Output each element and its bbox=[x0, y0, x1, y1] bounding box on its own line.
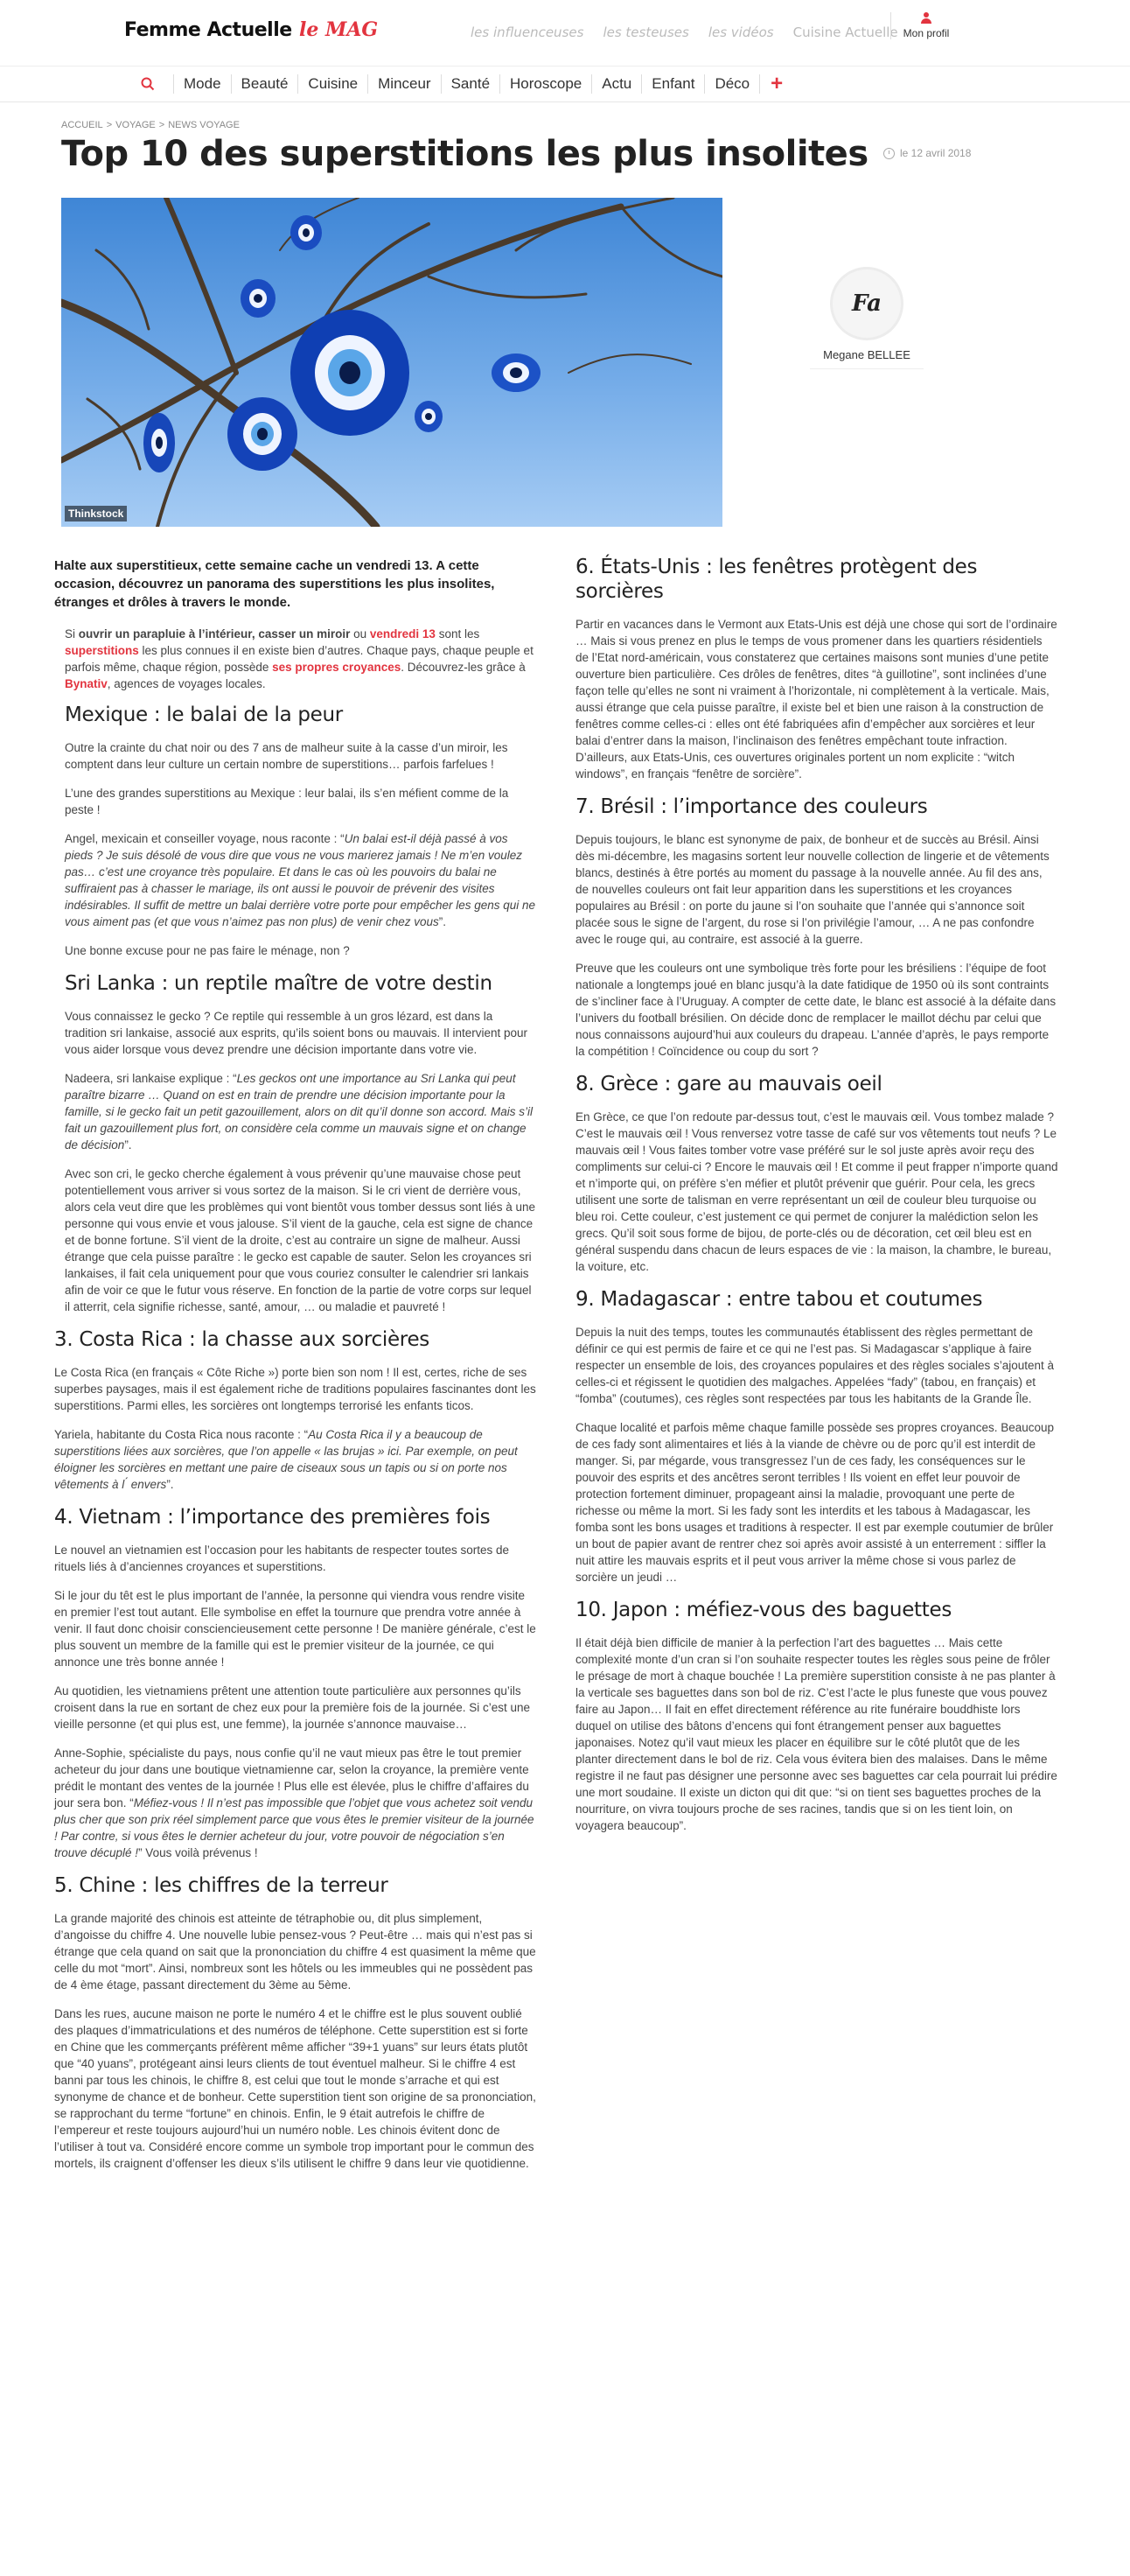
section-paragraph: En Grèce, ce que l’on redoute par-dessus tout, c’est le mauvais œil. Vous tombez malade ? C’est le mauvais œil ! Vous renversez votre tasse de café sur vos vêtements tout neufs ? Le mauvais œil ! Vous faites tomber votre vase préféré sur le sol juste après avoir reçu des compliments sur celui-ci ? Encore le mauvais œil ! Et comme il peut frapper n’importe quand et n’importe qui, on préfère s’en méfier et plutôt prévenir que guérir. Pour cela, les grecs utilisent une sorte de talisman en verre représentant un œil de couleur bleu turquoise ou bleu roi. Cette couleur, c’est justement ce qui permet de conjurer la malédiction selon les grecs. Qu’il soit sous forme de bijou, de porte-clés ou de décoration, cet œil bleu est en général suspendu dans chacun de leurs espaces de vie : la maison, la chambre, le bureau, la voiture, etc. bbox=[575, 1110, 1058, 1273]
profile-button[interactable] bbox=[890, 12, 961, 39]
nav-item-deco[interactable]: Déco bbox=[705, 74, 760, 94]
search-icon bbox=[141, 77, 155, 91]
partner-sites bbox=[471, 24, 898, 40]
section-title-japon: 10. Japon : méfiez-vous des baguettes bbox=[575, 1599, 952, 1621]
breadcrumb bbox=[61, 120, 243, 130]
section-title-bresil: 7. Brésil : l’importance des couleurs bbox=[575, 795, 928, 818]
intro-paragraph: Si ouvrir un parapluie à l’intérieur, casser un miroir ou vendredi 13 sont les superstitions les plus connues il en existe bien d’autres. Chaque pays, chaque peuple et parfois même, chaque région, possède ses propres croyances. Découvrez-les grâce à Bynativ, agences de voyages locales. bbox=[65, 627, 534, 690]
image-credit: Thinkstock bbox=[65, 506, 127, 522]
breadcrumb-home[interactable]: ACCUEIL bbox=[61, 120, 103, 130]
site-link-cuisine-actuelle[interactable]: Cuisine Actuelle bbox=[792, 24, 898, 40]
breadcrumb-separator: > bbox=[106, 120, 113, 130]
date-text: le 12 avril 2018 bbox=[900, 147, 972, 159]
section-paragraph: Si le jour du têt est le plus important de l’année, la personne qui viendra vous rendre visite en premier l’est tout autant. Elle symbolise en effet la tournure que prendra votre année à venir. Il faut donc choisir consciencieusement cette personne ! De manière générale, c’est le plus souvent un membre de la famille qui est le premier visiteur de la journée, ce qui annonce une très bonne année ! bbox=[54, 1589, 536, 1669]
nav-item-beaute[interactable]: Beauté bbox=[232, 74, 299, 94]
nav-item-enfant[interactable]: Enfant bbox=[642, 74, 705, 94]
site-link-videos[interactable]: les vidéos bbox=[708, 24, 774, 40]
section-paragraph: Avec son cri, le gecko cherche également à vous prévenir qu’une mauvaise chose peut potentiellement vous arriver si vous sortez de la maison. Si le cri vient de derrière vous, alors cela veut dire que les problèmes qui vont bientôt vous tomber dessus sont liés à une personne qui vous envie et vous jalouse. S’il vient de la gauche, cela est signe de chance et de bonne fortune. S’il vient de la droite, c’est au contraire un signe de malheur. Aussi étrange que cela puisse paraître : le gecko est capable de sauter. Selon les croyances sri lankaises, il fait cela uniquement pour que vous couriez consulter le calendrier sri lankais afin de voir ce que le futur vous réserve. En fonction de la partie de votre corps sur lequel il atterrit, cela signifie richesse, santé, amour, … ou maladie et pauvreté ! bbox=[65, 1167, 536, 1313]
right-column bbox=[575, 555, 1058, 1846]
section-title-grece: 8. Grèce : gare au mauvais oeil bbox=[575, 1073, 882, 1096]
section-paragraph: Le Costa Rica (en français « Côte Riche ») porte bien son nom ! Il est, certes, riche de ses superbes paysages, mais il est également riche de traditions populaires fascinantes dont les superstitions. Parmi elles, les sorcières ont longtemps terrorisé les enfants ticos. bbox=[54, 1366, 536, 1412]
section-paragraph: Depuis toujours, le blanc est synonyme de paix, de bonheur et de succès au Brésil. Ainsi dès mi-décembre, les magasins sortent leur nouvelle collection de lingerie et de vêtements blancs, destinés à être portés au moment du passage à la nouvelle année. Au fil des ans, de nouvelles couleurs ont fait leur apparition dans les superstitions et les croyances populaires au Brésil : on porte du jaune si l’on souhaite que l’année qui s’annonce soit placée sous le signe de l’argent, du rose si l’on privilégie l’amour, … A ne pas confondre avec le rouge qui, au contraire, est associé à la guerre. bbox=[575, 833, 1050, 946]
main-nav bbox=[0, 66, 1130, 102]
section-title-chine: 5. Chine : les chiffres de la terreur bbox=[54, 1874, 388, 1897]
breadcrumb-news-voyage[interactable]: NEWS VOYAGE bbox=[168, 120, 240, 130]
avatar[interactable]: Fa bbox=[830, 267, 903, 340]
author-block bbox=[810, 267, 924, 369]
section-title-costa-rica: 3. Costa Rica : la chasse aux sorcières bbox=[54, 1328, 429, 1351]
article-title: Top 10 des superstitions les plus insolites bbox=[61, 134, 868, 174]
breadcrumb-voyage[interactable]: VOYAGE bbox=[115, 120, 156, 130]
breadcrumb-separator: > bbox=[158, 120, 165, 130]
section-paragraph: Chaque localité et parfois même chaque famille possède ses propres croyances. Beaucoup de ces fady sont alimentaires et liés à la viande de chèvre ou de porc qu’il est interdit de manger. Si, par mégarde, vous transgressez l’un de ces fady, les conséquences sur le pouvoir des esprits et des ancêtres seront terribles ! Ils voient en effet leur pouvoir de protection fortement diminuer, propageant ainsi la maladie, provoquant une perte de richesse ou même la mort. Si les fady sont les interdits et les tabous à Madagascar, les fomba sont les bons usages et traditions à respecter. Il est par exemple coutumier de brûler un bout de papier avant de rentrer chez soi après avoir assisté à un enterrement : siffler la nuit attire les mauvais esprits et il peut vous arriver la même chose si vous parlez de sorcière un jeudi … bbox=[575, 1421, 1055, 1584]
top-bar bbox=[0, 0, 1130, 66]
section-paragraph: Il était déjà bien difficile de manier à la perfection l’art des baguettes … Mais cette complexité monte d’un cran si l’on souhaite respecter toutes les règles sous peine de frôler le présage de mort à chaque bouchée ! La première superstition consiste à ne pas planter à la verticale ses baguettes dans son bol de riz. C’est l’acte le plus funeste que vous pouvez faire au Japon… Il fait en effet directement référence au rite funéraire bouddhiste lors duquel on utilise des bâtons d’encens qui font étrangement penser aux baguettes japonaises. Notez qu’il vaut mieux les placer en équilibre sur le côté plutôt que de les planter directement dans le bol de riz. Cela vous évitera bien des malaises. Dans le même registre il ne faut pas désigner une personne avec ses baguettes car cela pourrait lui prédire une mort soudaine. Il existe un dicton qui dit que: “si on tient ses baguettes proches de la nourriture, on vivra toujours proche de ses racines, tandis que si on les tient loin, on voyagera beaucoup”. bbox=[575, 1636, 1057, 1832]
nav-item-sante[interactable]: Santé bbox=[442, 74, 500, 94]
section-paragraph: Depuis la nuit des temps, toutes les communautés établissent des règles permettant de définir ce qui est permis de faire et ce qui ne l’est pas. Si Madagascar s’applique à faire respecter un ensemble de lois, des croyances populaires et des règles sociales s’ajoutent à celles-ci et régissent le quotidien des malgaches. Appelées “fady” (tabou, en français) et “fomba” (coutumes), ces règles sont respectées par tous les habitants de la Grande Île. bbox=[575, 1326, 1055, 1405]
search-button[interactable] bbox=[122, 74, 174, 94]
section-paragraph: Partir en vacances dans le Vermont aux Etats-Unis est déjà une chose qui sort de l’ordinaire … Mais si vous prenez en plus le temps de vous promener dans les quartiers résidentiels de l’Etat nord-américain, vous constaterez que certaines maisons sont munies d’une petite ouverture bien particulière. Ces drôles de fenêtres, dites “à guillotine”, sont inclinées d’une façon telle qu’elles ne sont ni vraiment à l’horizontale, ni complètement à la verticale. Mais, aussi étrange que cela puisse paraître, il existe bel et bien une raison à la construction de fenêtres comme celles-ci : elles ont été fabriquées afin d’empêcher aux sorcières et leur balai d’entrer dans la maison, l’inclinaison des fenêtres empêchant toute infraction. D’ailleurs, aux Etats-Unis, ces ouvertures originales portent un nom explicite : “witch windows”, en français “fenêtre de sorcière”. bbox=[575, 618, 1057, 780]
nav-item-minceur[interactable]: Minceur bbox=[368, 74, 441, 94]
intro-link-vendredi13[interactable]: vendredi 13 bbox=[369, 627, 436, 640]
section-paragraph: La grande majorité des chinois est atteinte de tétraphobie ou, dit plus simplement, d’angoisse du chiffre 4. Une nouvelle lubie pensez-vous ? Peut-être … mais qui n’est pas si étrange que cela quand on sait que la prononciation du chiffre 4 est quasiment la même que celle du mot “mort”. Ainsi, nombreux sont les hôtels ou les immeubles qui ne possèdent pas de 4 ème étage, passant directement du 3ème au 5ème. bbox=[54, 1912, 536, 1992]
section-title-madagascar: 9. Madagascar : entre tabou et coutumes bbox=[575, 1288, 983, 1311]
intro-link-bynativ[interactable]: Bynativ bbox=[65, 677, 108, 690]
nav-item-cuisine[interactable]: Cuisine bbox=[298, 74, 368, 94]
nav-item-mode[interactable]: Mode bbox=[174, 74, 232, 94]
section-quote: Nadeera, sri lankaise explique : “Les geckos ont une importance au Sri Lanka qui peut paraître bizarre … Quand on est en train de prendre une décision importante pour la famille, si le gecko fait un petit gazouillement, alors on dit qu’il donne son accord. Mais s’il fait un gazouillement plus fort, on considère cela comme un mauvais signe et on change de décision”. bbox=[65, 1072, 534, 1152]
section-title-mexique: Mexique : le balai de la peur bbox=[65, 704, 343, 726]
nav-item-horoscope[interactable]: Horoscope bbox=[500, 74, 592, 94]
section-paragraph: Une bonne excuse pour ne pas faire le ménage, non ? bbox=[65, 944, 350, 957]
site-link-influenceuses[interactable]: les influenceuses bbox=[471, 24, 584, 40]
clock-icon bbox=[883, 148, 895, 159]
publish-date bbox=[883, 147, 971, 159]
site-logo[interactable]: Femme Actuelle bbox=[124, 19, 292, 41]
section-title-sri-lanka: Sri Lanka : un reptile maître de votre destin bbox=[65, 972, 492, 995]
evil-eye-tree-illustration bbox=[61, 198, 722, 527]
intro-link-croyances[interactable]: ses propres croyances bbox=[272, 661, 401, 674]
section-paragraph: Le nouvel an vietnamien est l’occasion pour les habitants de respecter toutes sortes de rituels liés à d’anciennes croyances et superstitions. bbox=[54, 1544, 510, 1573]
nav-item-actu[interactable]: Actu bbox=[592, 74, 642, 94]
lemag-logo[interactable]: le MAG bbox=[299, 18, 379, 41]
section-quote: Yariela, habitante du Costa Rica nous raconte : “Au Costa Rica il y a beaucoup de superstitions liées aux sorcières, que l’on appelle « las brujas » ici. Par exemple, on peut éloigner les sorcières en mettant une paire de ciseaux sous un tapis ou si on porte nos vêtements à l ́ envers”. bbox=[54, 1428, 518, 1491]
hero-image bbox=[61, 198, 722, 527]
section-title-etats-unis: 6. États-Unis : les fenêtres protègent des sorcières bbox=[575, 556, 978, 603]
left-column bbox=[54, 556, 537, 2184]
user-icon bbox=[921, 12, 931, 24]
section-title-vietnam: 4. Vietnam : l’importance des premières fois bbox=[54, 1506, 491, 1529]
section-paragraph: Outre la crainte du chat noir ou des 7 ans de malheur suite à la casse d’un miroir, les comptent dans leur culture un certain nombre de superstitions… parfois farfelues ! bbox=[65, 741, 508, 771]
author-name[interactable]: Megane BELLEE bbox=[810, 348, 924, 369]
section-paragraph: Preuve que les couleurs ont une symbolique très forte pour les brésiliens : l’équipe de foot nationale a longtemps joué en blanc jusqu’à la date fatidique de 1950 où ils sont contraints de s’incliner face à l’Uruguay. A compter de cette date, le blanc est associé à la défaite dans l’univers du football brésilien. On décide donc de remplacer le maillot déchu par celui que nous connaissons aujourd’hui aux couleurs du drapeau. L’année d’après, le pays remporte la compétition ! Coïncidence ou coup du sort ? bbox=[575, 962, 1057, 1058]
intro-link-parapluie[interactable]: ouvrir un parapluie à l’intérieur, casser un miroir bbox=[78, 627, 351, 640]
section-paragraph: L’une des grandes superstitions au Mexique : leur balai, ils s’en méfient comme de la peste ! bbox=[65, 787, 509, 816]
profile-label: Mon profil bbox=[903, 27, 950, 39]
intro-link-superstitions[interactable]: superstitions bbox=[65, 644, 139, 657]
site-link-testeuses[interactable]: les testeuses bbox=[603, 24, 689, 40]
section-paragraph: Vous connaissez le gecko ? Ce reptile qui ressemble à un gros lézard, est dans la tradition sri lankaise, associé aux esprits, qu’ils soient bons ou mauvais. Il intervient pour vous aider lorsque vous devez prendre une décision importante dans votre vie. bbox=[65, 1010, 528, 1056]
article-lead: Halte aux superstitieux, cette semaine cache un vendredi 13. A cette occasion, découvrez un panorama des superstitions les plus insolites, étranges et drôles à travers le monde. bbox=[54, 558, 495, 610]
section-quote: Anne-Sophie, spécialiste du pays, nous confie qu’il ne vaut mieux pas être le tout premier acheteur du jour dans une boutique vietnamienne car, selon la croyance, la première vente prédit le montant des ventes de la journée ! Plus elle est élevée, plus le chiffre d’affaires du jour sera bon. “Méfiez-vous ! Il n’est pas impossible que l’objet que vous achetez soit vendu plus cher que son prix réel simplement parce que vous êtes le premier visiteur de la journée ! Par contre, si vous êtes le dernier acheteur du jour, votre pouvoir de négociation s’en trouve décuplé !” Vous voilà prévenus ! bbox=[54, 1746, 534, 1859]
section-paragraph: Au quotidien, les vietnamiens prêtent une attention toute particulière aux personnes qu’ils croisent dans la rue en sortant de chez eux pour la première fois de la journée. Si c’est une vieille personne (et qui plus est, une femme), la journée s’annonce mauvaise… bbox=[54, 1684, 531, 1731]
nav-more-button[interactable]: + bbox=[771, 72, 784, 95]
section-quote: Angel, mexicain et conseiller voyage, nous raconte : “Un balai est-il déjà passé à vos pieds ? Je suis désolé de vous dire que vous ne vous marierez jamais ! Ne m’en voulez pas… c’est une croyance très populaire. Et dans le cas où les pouvoirs du balai ne suffiraient pas à chasser le mariage, ils ont aussi le pouvoir de prévenir des visites indésirables. Il suffit de mettre un balai derrière votre porte pour empêcher les gens qui ne vous aiment pas (et que vous n’aimez pas non plus) de venir chez vous”. bbox=[65, 832, 536, 928]
section-paragraph: Dans les rues, aucune maison ne porte le numéro 4 et le chiffre est le plus souvent oublié des plaques d’immatriculations et des numéros de téléphone. Cette superstition est si forte en Chine que les commerçants préfèrent même afficher “39+1 yuans” sur leurs états plutôt que “40 yuans”, protégeant ainsi leurs clients de tout éventuel malheur. Si le chiffre 4 est banni par tous les chinois, le chiffre 8, est celui que tout le monde s’arrache et qui est synonyme de chance et de bonheur. Cette superstition tient son origine de sa prononciation, se rapprochant du terme “fortune” en chinois. Enfin, le 9 était autrefois le chiffre de l’empereur et reste toujours aujourd’hui un numéro noble. Les chinois évitent donc de l’utiliser à tout va. Considéré encore comme un symbole trop important pour le commun des mortels, ils craignent d’offenser les dieux s’ils utilisent le chiffre 9 dans leur vie quotidienne. bbox=[54, 2007, 536, 2170]
